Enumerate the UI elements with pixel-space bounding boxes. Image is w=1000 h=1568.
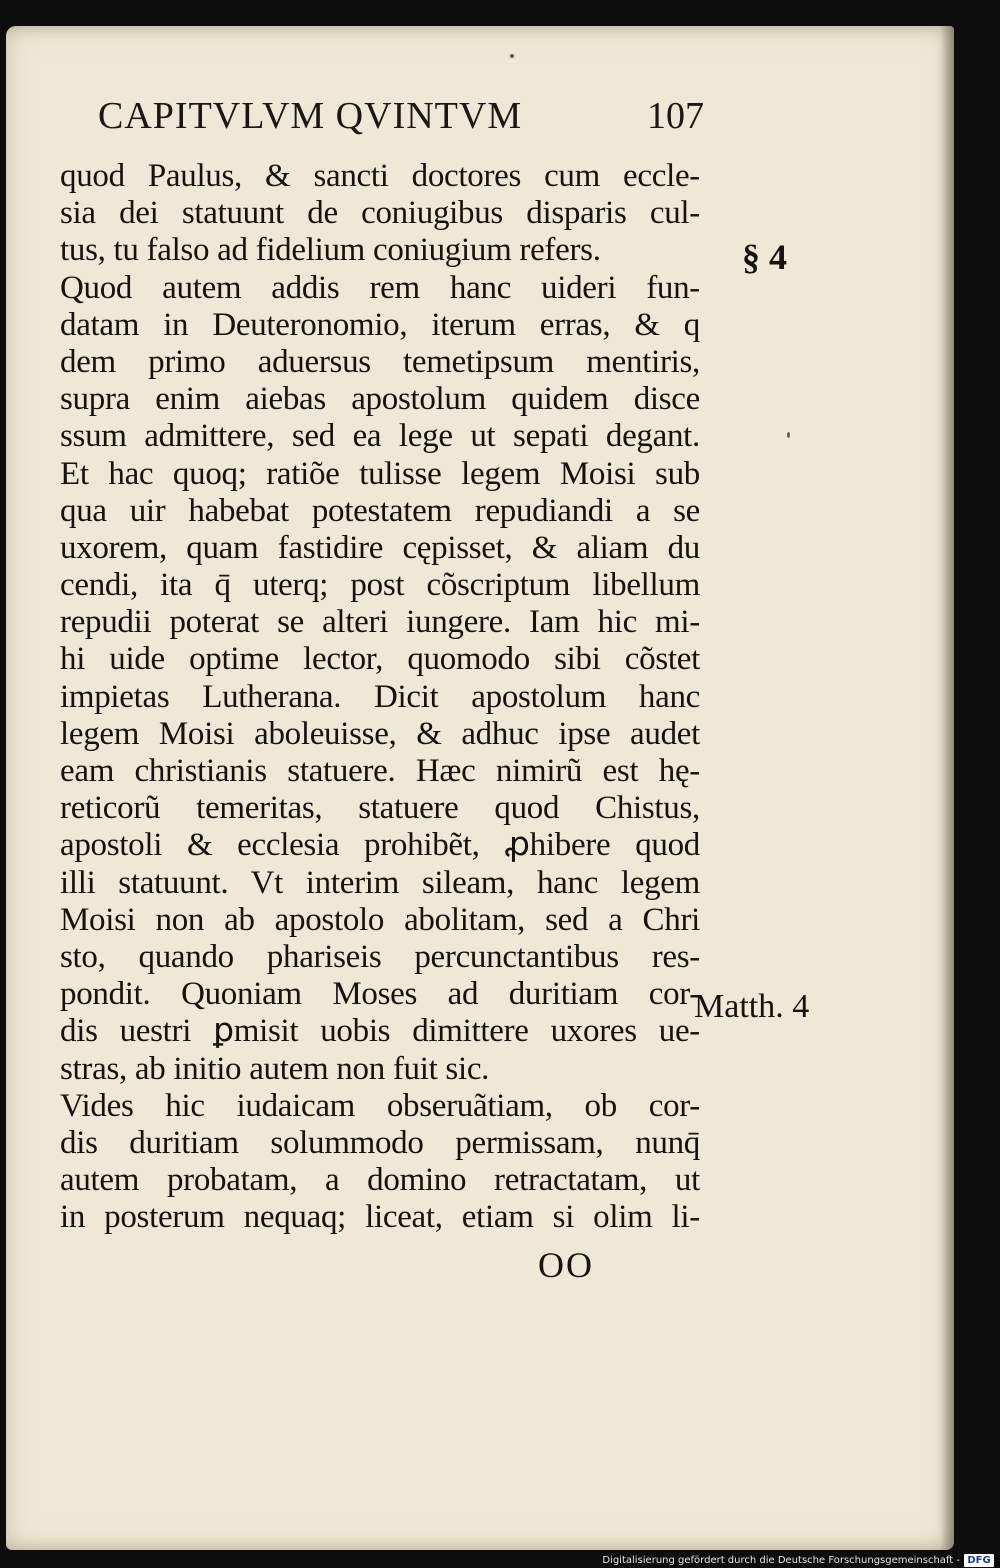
text-line: hi uide optime lector, quomodo sibi cõstet [60,641,700,678]
signature-mark: OO [538,1245,594,1285]
text-line: eam christianis statuere. Hæc nimirũ est hę- [60,753,700,789]
text-line: sia dei statuunt de coniugibus disparis cul- [60,195,700,232]
dfg-logo: DFG [964,1554,994,1567]
margin-note-section: § 4 [742,237,787,277]
text-line: ssum admittere, sed ea lege ut sepati degant. [60,418,700,455]
text-line: tus, tu falso ad fidelium coniugium refers. [60,232,601,269]
text-line: impietas Lutherana. Dicit apostolum hanc [60,678,700,715]
text-line: apostoli & ecclesia prohibẽt, ꝓhibere quod [60,827,700,864]
text-line: supra enim aiebas apostolum quidem disce [60,381,700,418]
text-line: uxorem, quam fastidire cępisset, & aliam du [60,529,700,566]
text-line: Et hac quoq; ratiõe tulisse legem Moisi sub [60,455,700,492]
digitization-credit: Digitalisierung gefördert durch die Deutsche Forschungsgemeinschaft - [602,1555,960,1566]
text-line: legem Moisi aboleuisse, & adhuc ipse audet [60,715,700,752]
margin-note-reference: Matth. 4 [694,988,810,1025]
text-line: dis duritiam solummodo permissam, nunq̄ [60,1124,700,1161]
text-line: quod Paulus, & sancti doctores cum eccle- [60,158,700,194]
page-number: 107 [647,95,704,137]
text-line: sto, quando phariseis percunctantibus res- [60,938,700,975]
body-text [60,158,700,1236]
text-line: Quod autem addis rem hanc uideri fun- [60,269,700,306]
paper-speck [510,54,514,58]
text-line: repudii poterat se alteri iungere. Iam hic mi- [60,604,700,641]
page-edge-shadow [940,26,954,1550]
paper-speck [787,432,790,438]
text-line: Moisi non ab apostolo abolitam, sed a Chri [60,901,700,938]
text-line: cendi, ita q̄ uterq; post cõscriptum libellum [60,567,700,604]
text-line: autem probatam, a domino retractatam, ut [60,1162,700,1199]
text-line: reticorũ temeritas, statuere quod Chistus, [60,790,700,827]
text-line: qua uir habebat potestatem repudiandi a se [60,492,700,529]
text-line: in posterum nequaq; liceat, etiam si olim li- [60,1199,700,1236]
text-line: dem primo aduersus temetipsum mentiris, [60,343,700,380]
text-line: stras, ab initio autem non fuit sic. [60,1050,490,1087]
running-head [98,84,704,144]
text-line: datam in Deuteronomio, iterum erras, & q [60,306,700,343]
chapter-title: CAPITVLVM QVINTVM [98,95,523,137]
text-line: dis uestri ꝑmisit uobis dimittere uxores ue- [60,1013,700,1050]
text-line: pondit. Quoniam Moses ad duritiam cor- [60,976,700,1013]
text-line: illi statuunt. Vt interim sileam, hanc legem [60,864,700,901]
text-line: Vides hic iudaicam obseruãtiam, ob cor- [60,1087,700,1124]
